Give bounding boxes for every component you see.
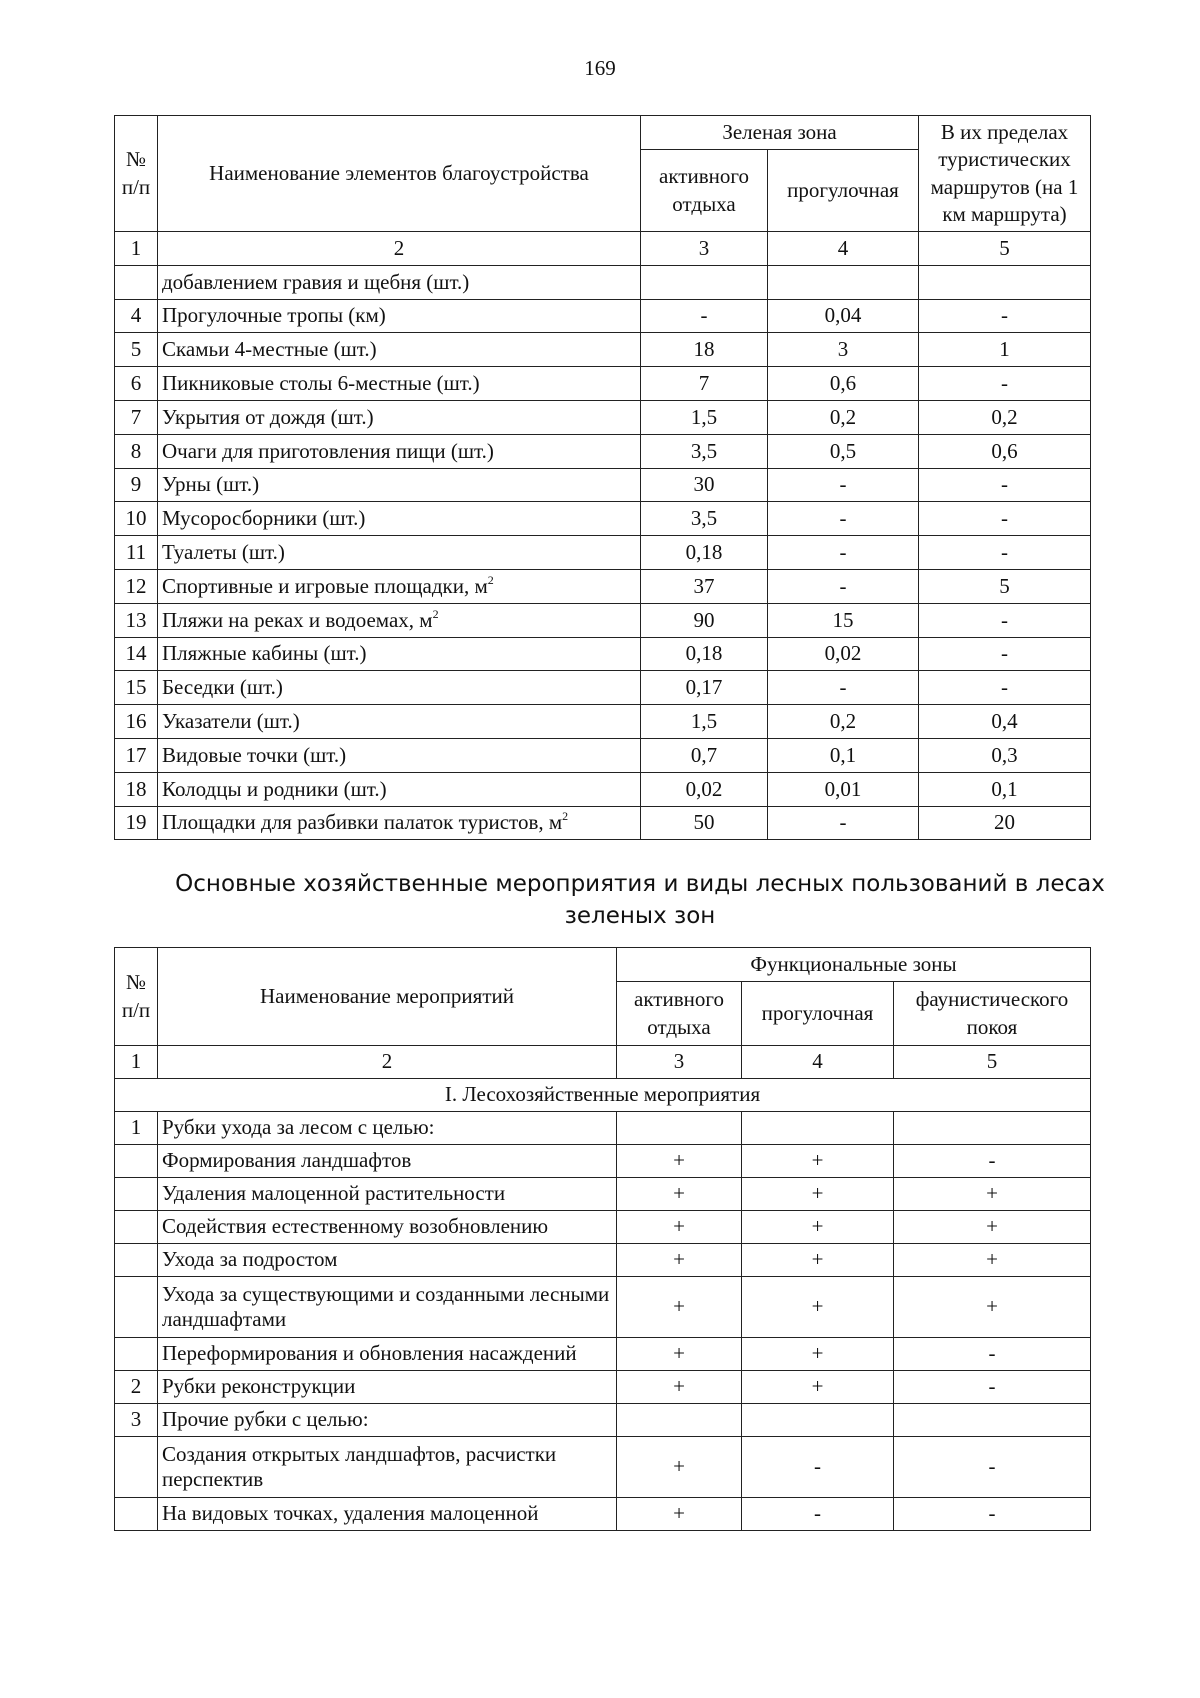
- section-title: Основные хозяйственные мероприятия и виды лесных пользований в лесах зеленых зон: [175, 871, 1105, 929]
- cell-value: [768, 265, 919, 299]
- column-number: 3: [617, 1046, 742, 1079]
- cell-name: На видовых точках, удаления малоценной: [158, 1498, 617, 1531]
- cell-name: [158, 299, 641, 333]
- cell-name: [158, 738, 641, 772]
- cell-value: 0,18: [641, 637, 768, 671]
- cell-num: 9: [115, 468, 158, 502]
- column-number: 5: [894, 1046, 1091, 1079]
- cell-value: 7: [641, 367, 768, 401]
- cell-name-text: Урны (шт.): [162, 472, 260, 497]
- cell-value: 18: [641, 333, 768, 367]
- cell-name-text: Спортивные и игровые площадки, м: [162, 573, 488, 598]
- cell-name: [158, 434, 641, 468]
- cell-num: [115, 1437, 158, 1498]
- header-routes: В их пределах туристических маршрутов (на 1 км маршрута): [919, 116, 1091, 232]
- header-num: № п/п: [115, 948, 158, 1046]
- cell-num: 19: [115, 806, 158, 840]
- cell-value: 15: [768, 603, 919, 637]
- cell-value: +: [617, 1498, 742, 1531]
- cell-name-text: Беседки (шт.): [162, 675, 283, 700]
- table-row: [115, 502, 1091, 536]
- cell-num: 7: [115, 400, 158, 434]
- unit-exponent: 2: [562, 809, 569, 824]
- table-row: [115, 1277, 1091, 1338]
- cell-num: [115, 1277, 158, 1338]
- cell-value: -: [894, 1498, 1091, 1531]
- table-row: [115, 772, 1091, 806]
- table-row: [115, 536, 1091, 570]
- cell-num: 5: [115, 333, 158, 367]
- table-row: [115, 1498, 1091, 1531]
- table-row: [115, 434, 1091, 468]
- cell-value: [641, 265, 768, 299]
- cell-value: -: [894, 1371, 1091, 1404]
- cell-name: [158, 671, 641, 705]
- cell-value: -: [919, 468, 1091, 502]
- cell-value: -: [894, 1437, 1091, 1498]
- table-row: [115, 671, 1091, 705]
- cell-value: 0,18: [641, 536, 768, 570]
- cell-value: 0,02: [768, 637, 919, 671]
- cell-value: [742, 1404, 894, 1437]
- header-faunistic: фаунистического покоя: [894, 982, 1091, 1046]
- cell-value: +: [894, 1178, 1091, 1211]
- cell-value: 3: [768, 333, 919, 367]
- cell-value: -: [919, 502, 1091, 536]
- cell-value: 30: [641, 468, 768, 502]
- cell-value: 1,5: [641, 705, 768, 739]
- cell-name-text: Пляжи на реках и водоемах, м: [162, 607, 433, 632]
- cell-value: [617, 1112, 742, 1145]
- table-row: [115, 705, 1091, 739]
- cell-value: +: [742, 1145, 894, 1178]
- cell-name-text: Пикниковые столы 6-местные (шт.): [162, 370, 480, 395]
- cell-value: +: [894, 1211, 1091, 1244]
- header-walking: прогулочная: [768, 150, 919, 232]
- cell-name: Ухода за подростом: [158, 1244, 617, 1277]
- cell-value: 0,7: [641, 738, 768, 772]
- column-number: 2: [158, 1046, 617, 1079]
- column-number: 1: [115, 232, 158, 266]
- table-row: [115, 1244, 1091, 1277]
- cell-num: 10: [115, 502, 158, 536]
- cell-name: [158, 637, 641, 671]
- cell-num: [115, 1211, 158, 1244]
- cell-value: 0,3: [919, 738, 1091, 772]
- cell-value: -: [768, 502, 919, 536]
- cell-value: +: [617, 1371, 742, 1404]
- cell-num: [115, 1498, 158, 1531]
- cell-value: -: [768, 536, 919, 570]
- cell-num: 13: [115, 603, 158, 637]
- cell-name: [158, 400, 641, 434]
- cell-value: 0,4: [919, 705, 1091, 739]
- cell-value: +: [617, 1244, 742, 1277]
- cell-name: Создания открытых ландшафтов, расчистки перспектив: [158, 1437, 617, 1498]
- cell-name-text: Скамьи 4-местные (шт.): [162, 337, 377, 362]
- cell-value: -: [919, 637, 1091, 671]
- table-row: [115, 468, 1091, 502]
- cell-value: +: [617, 1277, 742, 1338]
- table-row: [115, 1371, 1091, 1404]
- cell-num: 6: [115, 367, 158, 401]
- continuation-row: [115, 265, 1091, 299]
- cell-value: [742, 1112, 894, 1145]
- table-row: [115, 333, 1091, 367]
- cell-value: 3,5: [641, 502, 768, 536]
- header-name: Наименование элементов благоустройства: [158, 116, 641, 232]
- column-numbers-row: [115, 1046, 1091, 1079]
- header-functional-zones: Функциональные зоны: [617, 948, 1091, 982]
- cell-value: 0,02: [641, 772, 768, 806]
- section-row: [115, 1079, 1091, 1112]
- table-row: [115, 299, 1091, 333]
- cell-value: -: [742, 1498, 894, 1531]
- column-number: 5: [919, 232, 1091, 266]
- cell-value: +: [742, 1244, 894, 1277]
- column-number: 1: [115, 1046, 158, 1079]
- cell-value: -: [919, 671, 1091, 705]
- cell-value: +: [742, 1338, 894, 1371]
- cell-value: +: [617, 1211, 742, 1244]
- cell-value: 0,17: [641, 671, 768, 705]
- cell-value: 1,5: [641, 400, 768, 434]
- cell-name-text: Мусоросборники (шт.): [162, 506, 366, 531]
- cell-name-text: Колодцы и родники (шт.): [162, 776, 387, 801]
- table-row: [115, 738, 1091, 772]
- page-number: 169: [584, 56, 616, 80]
- cell-value: 3,5: [641, 434, 768, 468]
- table-row: [115, 603, 1091, 637]
- table-row: [115, 806, 1091, 840]
- cell-num: 2: [115, 1371, 158, 1404]
- cell-value: +: [742, 1178, 894, 1211]
- cell-num: [115, 1145, 158, 1178]
- cell-num: 18: [115, 772, 158, 806]
- cell-value: -: [768, 671, 919, 705]
- cell-value: 50: [641, 806, 768, 840]
- table-row: [115, 1437, 1091, 1498]
- header-walking: прогулочная: [742, 982, 894, 1046]
- cell-value: 5: [919, 569, 1091, 603]
- cell-num: 17: [115, 738, 158, 772]
- cell-value: +: [617, 1338, 742, 1371]
- header-active: активного отдыха: [641, 150, 768, 232]
- table-row: [115, 400, 1091, 434]
- cell-num: 11: [115, 536, 158, 570]
- cell-name-text: Туалеты (шт.): [162, 539, 285, 564]
- cell-num: [115, 1178, 158, 1211]
- cell-value: -: [742, 1437, 894, 1498]
- cell-value: -: [894, 1338, 1091, 1371]
- header-green-zone: Зеленая зона: [641, 116, 919, 150]
- cell-value: 20: [919, 806, 1091, 840]
- cell-name: [158, 502, 641, 536]
- table-row: [115, 1338, 1091, 1371]
- cell-name: добавлением гравия и щебня (шт.): [158, 265, 641, 299]
- cell-num: 8: [115, 434, 158, 468]
- column-numbers-row: [115, 232, 1091, 266]
- cell-name: Прочие рубки с целью:: [158, 1404, 617, 1437]
- cell-value: -: [768, 806, 919, 840]
- cell-value: -: [919, 536, 1091, 570]
- cell-value: 0,2: [919, 400, 1091, 434]
- table-row: [115, 569, 1091, 603]
- header-num: № п/п: [115, 116, 158, 232]
- cell-value: -: [919, 299, 1091, 333]
- table-row: [115, 637, 1091, 671]
- cell-name: Содействия естественному возобновлению: [158, 1211, 617, 1244]
- cell-name-text: Укрытия от дождя (шт.): [162, 404, 374, 429]
- table-row: [115, 1211, 1091, 1244]
- cell-name-text: Очаги для приготовления пищи (шт.): [162, 438, 494, 463]
- cell-name: [158, 536, 641, 570]
- cell-name: [158, 806, 641, 840]
- column-number: 4: [768, 232, 919, 266]
- table-row: [115, 1404, 1091, 1437]
- cell-name-text: Прогулочные тропы (км): [162, 303, 386, 328]
- cell-num: 15: [115, 671, 158, 705]
- cell-num: 14: [115, 637, 158, 671]
- cell-value: -: [768, 569, 919, 603]
- cell-value: +: [894, 1244, 1091, 1277]
- cell-num: 1: [115, 1112, 158, 1145]
- cell-value: -: [641, 299, 768, 333]
- cell-name: Рубки ухода за лесом с целью:: [158, 1112, 617, 1145]
- table-row: [115, 1112, 1091, 1145]
- cell-value: -: [919, 367, 1091, 401]
- cell-value: 37: [641, 569, 768, 603]
- cell-num: 4: [115, 299, 158, 333]
- cell-value: 0,2: [768, 400, 919, 434]
- cell-name-text: Указатели (шт.): [162, 708, 300, 733]
- cell-num: 3: [115, 1404, 158, 1437]
- column-number: 4: [742, 1046, 894, 1079]
- cell-value: 0,2: [768, 705, 919, 739]
- cell-name: Ухода за существующими и созданными лесными ландшафтами: [158, 1277, 617, 1338]
- cell-name: Формирования ландшафтов: [158, 1145, 617, 1178]
- header-active: активного отдыха: [617, 982, 742, 1046]
- cell-num: 12: [115, 569, 158, 603]
- header-name: Наименование мероприятий: [158, 948, 617, 1046]
- column-number: 2: [158, 232, 641, 266]
- cell-name: Удаления малоценной растительности: [158, 1178, 617, 1211]
- section-heading: I. Лесохозяйственные мероприятия: [115, 1079, 1091, 1112]
- cell-value: [894, 1404, 1091, 1437]
- cell-value: +: [894, 1277, 1091, 1338]
- cell-name: [158, 705, 641, 739]
- cell-name: [158, 468, 641, 502]
- cell-value: +: [617, 1178, 742, 1211]
- cell-value: 0,1: [919, 772, 1091, 806]
- cell-value: -: [919, 603, 1091, 637]
- cell-num: [115, 1244, 158, 1277]
- activities-table: [114, 947, 1091, 1531]
- unit-exponent: 2: [487, 572, 494, 587]
- amenities-table: [114, 115, 1091, 840]
- cell-num: 16: [115, 705, 158, 739]
- cell-name: [158, 569, 641, 603]
- cell-value: +: [617, 1437, 742, 1498]
- cell-num: [115, 1338, 158, 1371]
- unit-exponent: 2: [432, 606, 439, 621]
- cell-name-text: Пляжные кабины (шт.): [162, 641, 367, 666]
- cell-name: [158, 333, 641, 367]
- cell-value: +: [742, 1211, 894, 1244]
- cell-value: +: [617, 1145, 742, 1178]
- cell-value: 0,5: [768, 434, 919, 468]
- cell-value: [617, 1404, 742, 1437]
- cell-value: 0,1: [768, 738, 919, 772]
- cell-name-text: Видовые точки (шт.): [162, 742, 347, 767]
- table-row: [115, 1178, 1091, 1211]
- cell-name: [158, 367, 641, 401]
- cell-name: [158, 603, 641, 637]
- cell-value: -: [768, 468, 919, 502]
- cell-value: [919, 265, 1091, 299]
- cell-num: [115, 265, 158, 299]
- cell-name: [158, 772, 641, 806]
- cell-value: 0,01: [768, 772, 919, 806]
- cell-value: 1: [919, 333, 1091, 367]
- cell-name: Рубки реконструкции: [158, 1371, 617, 1404]
- cell-name: Переформирования и обновления насаждений: [158, 1338, 617, 1371]
- cell-value: 90: [641, 603, 768, 637]
- cell-name-text: Площадки для разбивки палаток туристов, м: [162, 810, 563, 835]
- cell-value: 0,6: [919, 434, 1091, 468]
- table-row: [115, 367, 1091, 401]
- cell-value: +: [742, 1277, 894, 1338]
- table-row: [115, 1145, 1091, 1178]
- cell-value: [894, 1112, 1091, 1145]
- cell-value: 0,6: [768, 367, 919, 401]
- cell-value: 0,04: [768, 299, 919, 333]
- column-number: 3: [641, 232, 768, 266]
- cell-value: +: [742, 1371, 894, 1404]
- cell-value: -: [894, 1145, 1091, 1178]
